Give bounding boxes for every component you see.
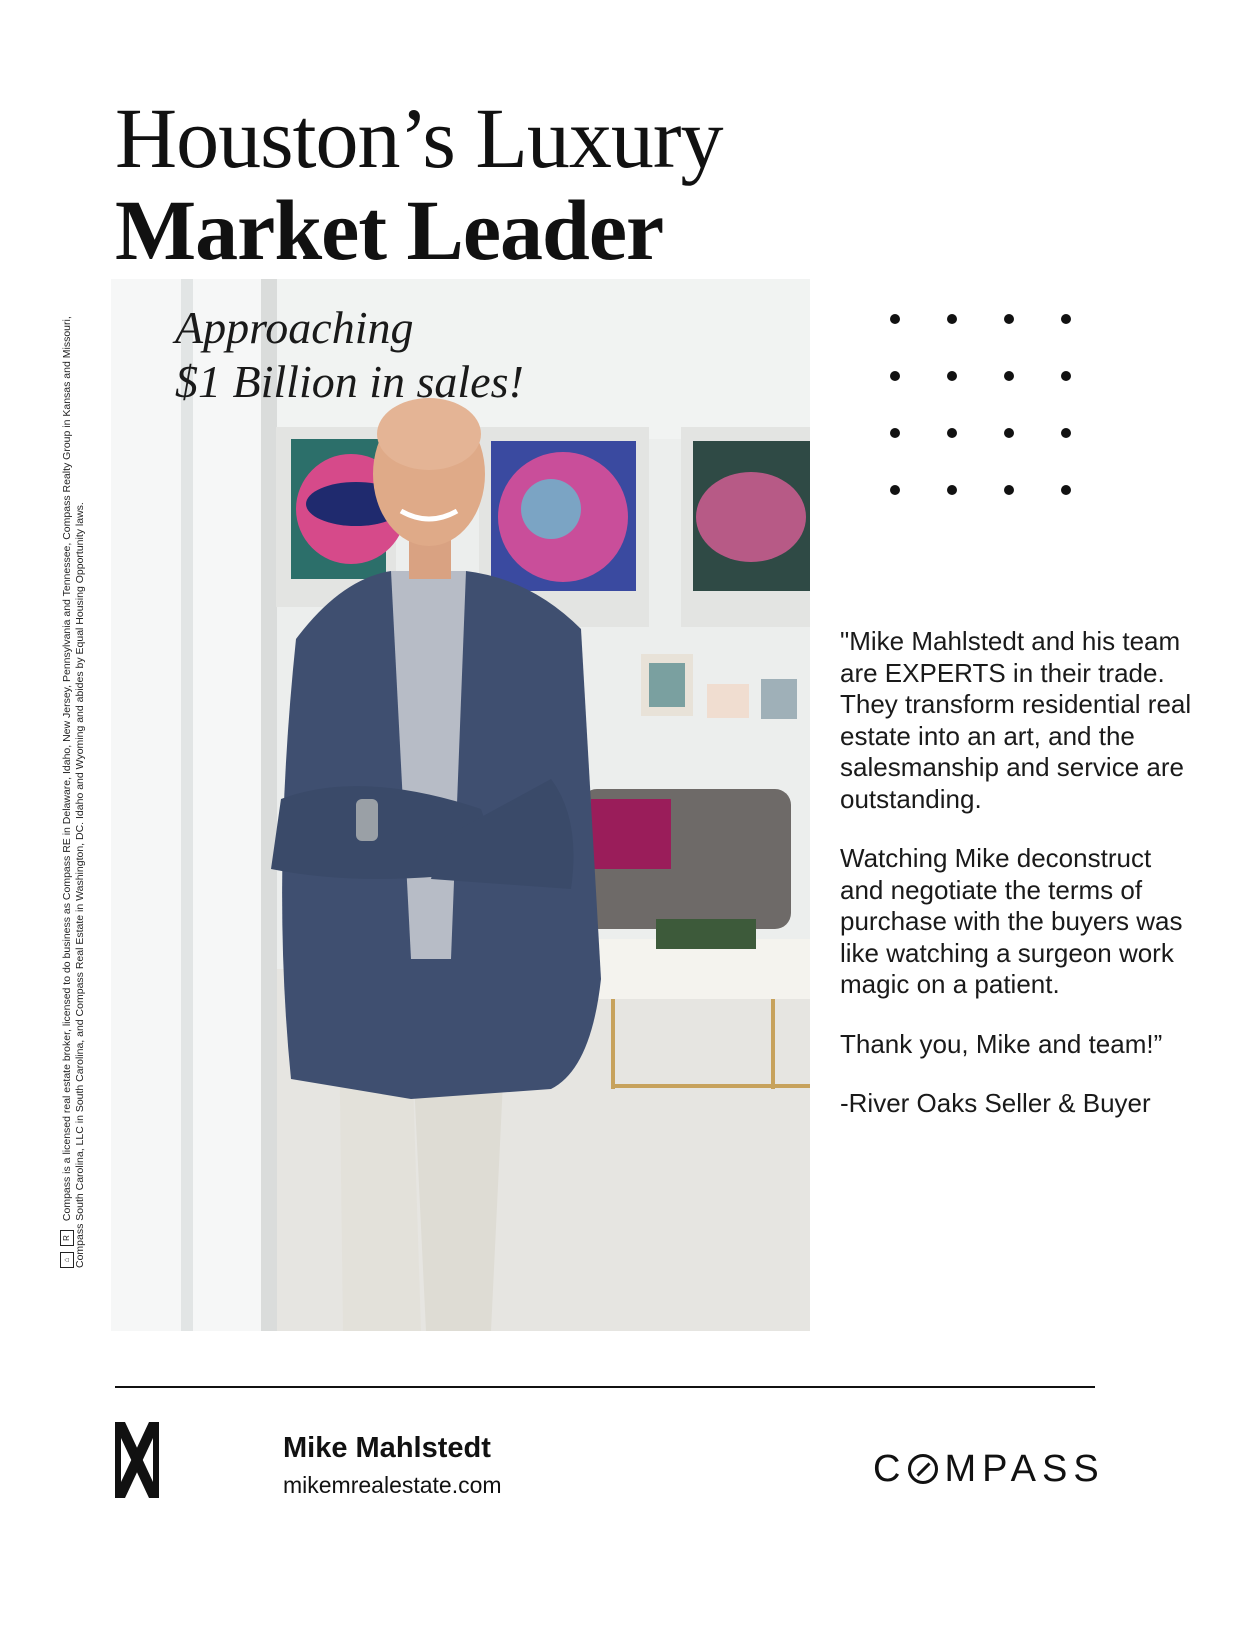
decorative-dot [890, 314, 900, 324]
decorative-dot [1061, 314, 1071, 324]
decorative-dot [890, 371, 900, 381]
quote-paragraph-3: Thank you, Mike and team!” [840, 1028, 1163, 1059]
compass-logo: C MPASS [873, 1447, 1105, 1490]
agent-portrait-image [111, 279, 810, 1331]
decorative-dot [947, 314, 957, 324]
agent-photo [111, 279, 810, 1331]
decorative-dot [890, 428, 900, 438]
dot-grid-decoration [890, 314, 1090, 514]
tagline-line-1: Approaching [175, 302, 414, 353]
realtor-icon: R [60, 1230, 74, 1246]
compass-o-icon [908, 1454, 938, 1484]
decorative-dot [1004, 314, 1014, 324]
footer-divider [115, 1386, 1095, 1388]
decorative-dot [947, 428, 957, 438]
legal-disclaimer [60, 308, 87, 1268]
tagline [175, 301, 524, 409]
decorative-dot [1004, 485, 1014, 495]
decorative-dot [1004, 428, 1014, 438]
legal-text: Compass is a licensed real estate broker, licensed to do business as Compass RE in Delaware, Idaho, New Jersey, Pennsylvania and Tennessee, Compass Realty Group in Kansas and Missouri, Compass South Carolina, LLC in South Carolina, and Compass Real Estate in Washington, DC. Idaho and Wyoming and abides by Equal Housing Opportunity laws. [60, 316, 86, 1268]
decorative-dot [890, 485, 900, 495]
agent-website-link[interactable]: mikemrealestate.com [283, 1472, 502, 1498]
headline-line-1: Houston’s Luxury [115, 90, 723, 186]
decorative-dot [947, 371, 957, 381]
headline [115, 92, 1015, 276]
quote-paragraph-1: "Mike Mahlstedt and his team are EXPERTS in their trade. They transform residential real estate into an art, and the salesmanship and service are outstanding. [840, 626, 1192, 814]
decorative-dot [947, 485, 957, 495]
headline-line-2: Market Leader [115, 182, 664, 278]
testimonial-quote [840, 626, 1200, 1148]
decorative-dot [1061, 371, 1071, 381]
quote-attribution: -River Oaks Seller & Buyer [840, 1088, 1151, 1118]
mm-monogram-logo [113, 1420, 209, 1500]
quote-paragraph-2: Watching Mike deconstruct and negotiate the terms of purchase with the buyers was like watching a surgeon work magic on a patient. [840, 843, 1183, 999]
decorative-dot [1004, 371, 1014, 381]
agent-name: Mike Mahlstedt [283, 1432, 491, 1464]
decorative-dot [1061, 485, 1071, 495]
decorative-dot [1061, 428, 1071, 438]
tagline-line-2: $1 Billion in sales! [175, 356, 524, 407]
equal-housing-icon: ⌂ [60, 1252, 74, 1268]
